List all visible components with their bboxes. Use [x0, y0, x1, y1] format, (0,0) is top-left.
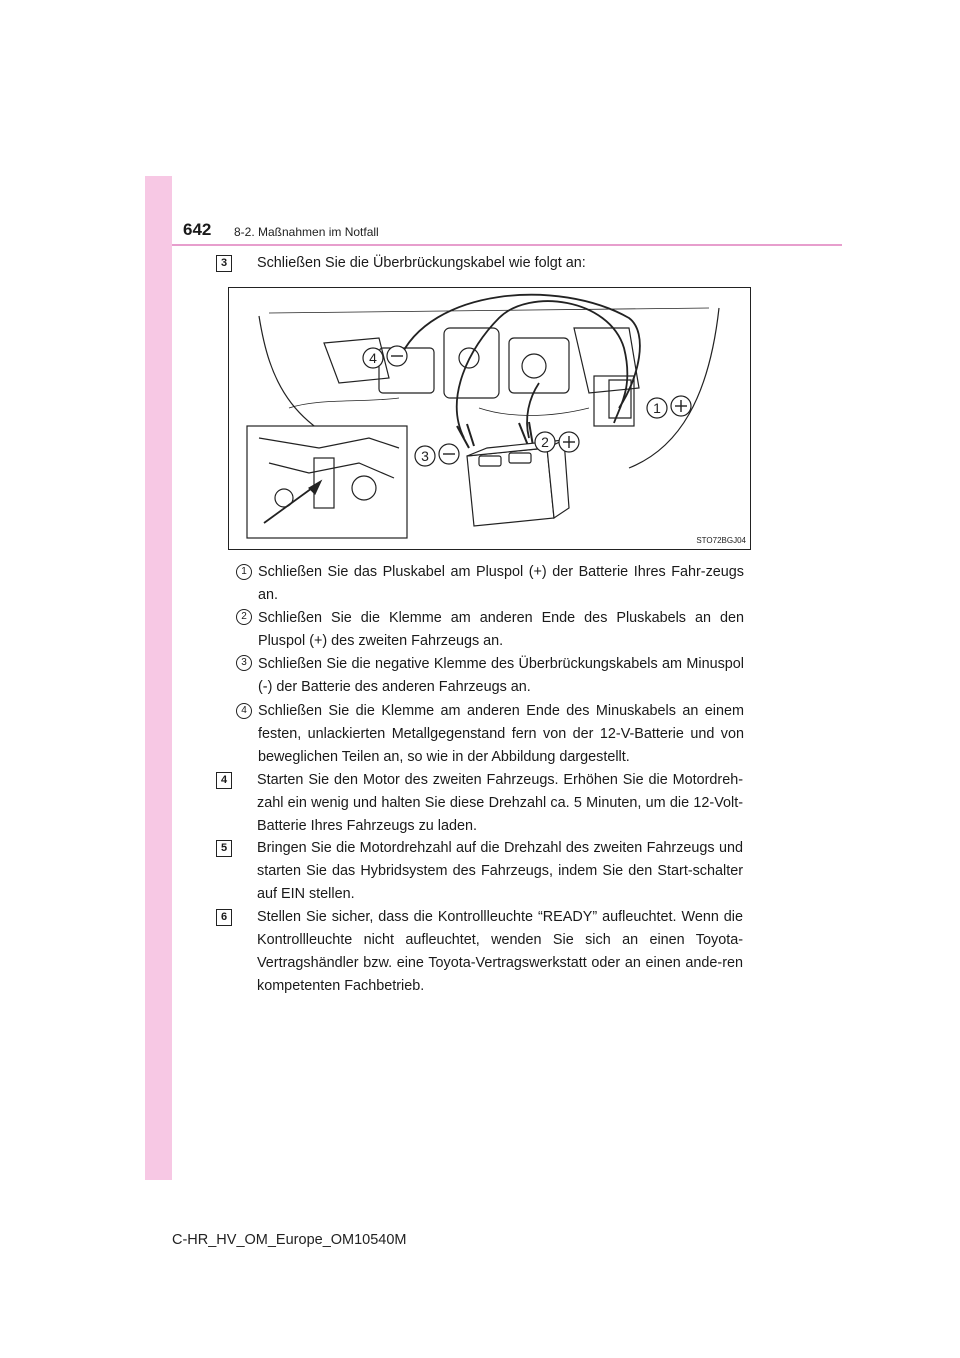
- svg-text:3: 3: [421, 448, 429, 464]
- svg-text:1: 1: [653, 400, 661, 416]
- document-id: C-HR_HV_OM_Europe_OM10540M: [172, 1232, 407, 1248]
- substep-text: Schließen Sie die negative Klemme des Überbrückungskabels am Minuspol (-) der Batterie des anderen Fahrzeugs an.: [258, 656, 744, 695]
- svg-text:2: 2: [541, 434, 549, 450]
- substep-text: Schließen Sie die Klemme am anderen Ende des Pluskabels an den Pluspol (+) des zweiten Fahrzeugs an.: [258, 610, 744, 649]
- jump-start-illustration: [228, 287, 751, 550]
- engine-bay-drawing: [229, 288, 750, 549]
- callout-4: [363, 346, 407, 368]
- header-rule: [172, 244, 842, 246]
- side-tab-band: [145, 176, 172, 1180]
- substep-number: 1: [236, 564, 252, 580]
- substep-text: Schließen Sie die Klemme am anderen Ende des Minuskabels an einem festen, unlackierten Metallgegenstand fern von der 12-V-Batterie und von beweglichen Teilen an, so wie in der Abbildung dargestellt.: [258, 703, 744, 765]
- substep-number: 3: [236, 655, 252, 671]
- step-number-box: 3: [216, 255, 232, 272]
- step-number-box: 5: [216, 840, 232, 857]
- substep-text: Schließen Sie das Pluskabel am Pluspol (+) der Batterie Ihres Fahr-zeugs an.: [258, 564, 744, 603]
- substep-number: 2: [236, 609, 252, 625]
- step-number-box: 4: [216, 772, 232, 789]
- step-text: Bringen Sie die Motordrehzahl auf die Drehzahl des zweiten Fahrzeugs und starten Sie das Hybridsystem des Fahrzeugs, indem Sie den Start-schalter auf EIN stellen.: [257, 840, 743, 902]
- step-text: Schließen Sie die Überbrückungskabel wie folgt an:: [257, 255, 586, 271]
- booster-battery: [467, 448, 554, 526]
- hood-line-right: [629, 308, 719, 468]
- step-text: Stellen Sie sicher, dass die Kontrollleuchte “READY” aufleuchtet. Wenn die Kontrollleuchte nicht aufleuchtet, wenden Sie sich an einen Toyota-Vertragshändler bzw. eine Toyota-Vertragswerkstatt oder an einen ande-ren kompetenten Fachbetrieb.: [257, 909, 743, 994]
- step-text: Starten Sie den Motor des zweiten Fahrzeugs. Erhöhen Sie die Motordreh-zahl ein wenig und halten Sie diese Drehzahl ca. 5 Minuten, um die 12-Volt-Batterie Ihres Fahrzeugs zu laden.: [257, 772, 743, 834]
- svg-text:4: 4: [369, 350, 377, 366]
- section-title: 8-2. Maßnahmen im Notfall: [234, 225, 379, 239]
- page-number: 642: [183, 220, 212, 239]
- step-number-box: 6: [216, 909, 232, 926]
- positive-cable: [457, 301, 628, 438]
- substep-number: 4: [236, 703, 252, 719]
- figure-code: STO72BGJ04: [696, 536, 746, 545]
- callout-1: [647, 396, 691, 418]
- callout-3: [415, 444, 459, 466]
